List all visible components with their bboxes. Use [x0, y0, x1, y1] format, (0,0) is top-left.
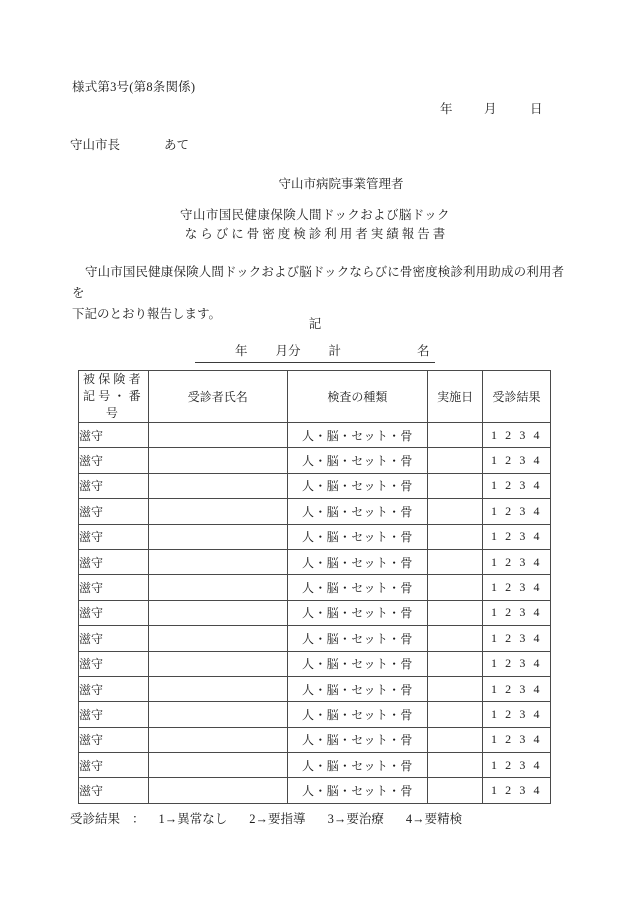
cell-insured-id[interactable]: 滋守 [79, 423, 149, 448]
cell-exam-type[interactable]: 人・脳・セット・骨 [287, 727, 428, 752]
cell-result[interactable]: 1 2 3 4 [483, 524, 551, 549]
table-row [79, 702, 551, 727]
cell-exam-type[interactable]: 人・脳・セット・骨 [287, 626, 428, 651]
cell-exam-date[interactable] [428, 651, 483, 676]
cell-exam-date[interactable] [428, 727, 483, 752]
cell-result[interactable]: 1 2 3 4 [483, 651, 551, 676]
issuer-line: 守山市病院事業管理者 [278, 177, 404, 191]
column-header-insured-id-line1: 被保険者 [83, 372, 144, 386]
cell-exam-type[interactable]: 人・脳・セット・骨 [287, 549, 428, 574]
table-row [79, 676, 551, 701]
cell-result[interactable]: 1 2 3 4 [483, 423, 551, 448]
cell-patient-name[interactable] [148, 702, 287, 727]
table-row [79, 727, 551, 752]
body-paragraph-line2: 下記のとおり報告します。 [72, 307, 222, 321]
cell-insured-id[interactable]: 滋守 [79, 727, 149, 752]
table-row [79, 626, 551, 651]
cell-result[interactable]: 1 2 3 4 [483, 473, 551, 498]
cell-patient-name[interactable] [148, 473, 287, 498]
cell-insured-id[interactable]: 滋守 [79, 778, 149, 803]
cell-patient-name[interactable] [148, 626, 287, 651]
totals-line [195, 341, 435, 363]
cell-insured-id[interactable]: 滋守 [79, 499, 149, 524]
cell-insured-id[interactable]: 滋守 [79, 626, 149, 651]
cell-exam-date[interactable] [428, 600, 483, 625]
column-header-exam-type: 検査の種類 [287, 371, 428, 423]
ki-marker: 記 [308, 317, 322, 331]
cell-exam-type[interactable]: 人・脳・セット・骨 [287, 676, 428, 701]
cell-insured-id[interactable]: 滋守 [79, 651, 149, 676]
cell-insured-id[interactable]: 滋守 [79, 600, 149, 625]
table-row [79, 778, 551, 803]
cell-result[interactable]: 1 2 3 4 [483, 753, 551, 778]
cell-exam-date[interactable] [428, 676, 483, 701]
date-year-label: 年 [440, 102, 453, 116]
table-row [79, 448, 551, 473]
cell-insured-id[interactable]: 滋守 [79, 473, 149, 498]
cell-result[interactable]: 1 2 3 4 [483, 600, 551, 625]
cell-patient-name[interactable] [148, 423, 287, 448]
cell-result[interactable]: 1 2 3 4 [483, 676, 551, 701]
cell-patient-name[interactable] [148, 651, 287, 676]
table-row [79, 473, 551, 498]
table-row [79, 651, 551, 676]
cell-result[interactable]: 1 2 3 4 [483, 549, 551, 574]
cell-exam-type[interactable]: 人・脳・セット・骨 [287, 473, 428, 498]
cell-exam-date[interactable] [428, 524, 483, 549]
totals-total-label: 計 [328, 344, 342, 358]
cell-exam-type[interactable]: 人・脳・セット・骨 [287, 651, 428, 676]
cell-exam-type[interactable]: 人・脳・セット・骨 [287, 702, 428, 727]
date-day-label: 日 [530, 102, 543, 116]
cell-result[interactable]: 1 2 3 4 [483, 778, 551, 803]
cell-exam-date[interactable] [428, 448, 483, 473]
table-row [79, 423, 551, 448]
cell-patient-name[interactable] [148, 524, 287, 549]
result-legend-label: 受診結果 [70, 812, 121, 826]
cell-patient-name[interactable] [148, 549, 287, 574]
result-legend-item-2: 2→要指導 [249, 812, 306, 826]
cell-exam-date[interactable] [428, 626, 483, 651]
cell-patient-name[interactable] [148, 778, 287, 803]
cell-exam-type[interactable]: 人・脳・セット・骨 [287, 448, 428, 473]
totals-month-label: 月分 [275, 344, 301, 358]
column-header-insured-id [79, 371, 149, 423]
column-header-result: 受診結果 [483, 371, 551, 423]
table-header-row [79, 371, 551, 423]
cell-exam-type[interactable]: 人・脳・セット・骨 [287, 778, 428, 803]
cell-patient-name[interactable] [148, 727, 287, 752]
cell-insured-id[interactable]: 滋守 [79, 676, 149, 701]
document-title-line2: ならびに骨密度検診利用者実績報告書 [184, 227, 449, 241]
cell-insured-id[interactable]: 滋守 [79, 702, 149, 727]
table-row [79, 575, 551, 600]
cell-exam-type[interactable]: 人・脳・セット・骨 [287, 423, 428, 448]
report-table [78, 370, 551, 804]
totals-year-label: 年 [235, 344, 248, 358]
cell-exam-type[interactable]: 人・脳・セット・骨 [287, 499, 428, 524]
cell-exam-date[interactable] [428, 499, 483, 524]
cell-exam-type[interactable]: 人・脳・セット・骨 [287, 524, 428, 549]
cell-exam-date[interactable] [428, 702, 483, 727]
cell-result[interactable]: 1 2 3 4 [483, 575, 551, 600]
table-row [79, 549, 551, 574]
form-number: 様式第3号(第8条関係) [72, 80, 196, 94]
cell-insured-id[interactable]: 滋守 [79, 549, 149, 574]
table-row [79, 524, 551, 549]
cell-exam-type[interactable]: 人・脳・セット・骨 [287, 575, 428, 600]
cell-exam-date[interactable] [428, 423, 483, 448]
cell-exam-date[interactable] [428, 753, 483, 778]
column-header-insured-id-line2: 記号・番号 [83, 389, 144, 420]
cell-result[interactable]: 1 2 3 4 [483, 499, 551, 524]
table-row [79, 600, 551, 625]
cell-exam-type[interactable]: 人・脳・セット・骨 [287, 753, 428, 778]
cell-insured-id[interactable]: 滋守 [79, 448, 149, 473]
document-title-line1: 守山市国民健康保険人間ドックおよび脳ドック [180, 208, 450, 222]
cell-insured-id[interactable]: 滋守 [79, 524, 149, 549]
cell-result[interactable]: 1 2 3 4 [483, 626, 551, 651]
cell-patient-name[interactable] [148, 575, 287, 600]
cell-exam-date[interactable] [428, 473, 483, 498]
document-title [0, 206, 630, 244]
cell-result[interactable]: 1 2 3 4 [483, 448, 551, 473]
table-row [79, 753, 551, 778]
totals-counter-label: 名 [417, 344, 430, 358]
cell-patient-name[interactable] [148, 676, 287, 701]
addressee-name: 守山市長 [70, 138, 121, 152]
cell-exam-date[interactable] [428, 575, 483, 600]
addressee-suffix: あて [164, 138, 190, 152]
table-body [79, 423, 551, 804]
result-legend [70, 809, 462, 827]
addressee-line [70, 135, 189, 153]
table-row [79, 499, 551, 524]
table-header [79, 371, 551, 423]
date-month-label: 月 [484, 102, 497, 116]
date-line [440, 99, 550, 117]
cell-patient-name[interactable] [148, 499, 287, 524]
cell-insured-id[interactable]: 滋守 [79, 753, 149, 778]
column-header-exam-date: 実施日 [428, 371, 483, 423]
column-header-patient-name: 受診者氏名 [148, 371, 287, 423]
cell-result[interactable]: 1 2 3 4 [483, 702, 551, 727]
cell-exam-date[interactable] [428, 549, 483, 574]
result-legend-item-4: 4→要精検 [405, 812, 463, 826]
cell-result[interactable]: 1 2 3 4 [483, 727, 551, 752]
cell-patient-name[interactable] [148, 448, 287, 473]
cell-exam-date[interactable] [428, 778, 483, 803]
cell-patient-name[interactable] [148, 753, 287, 778]
result-legend-item-1: 1→異常なし [158, 812, 228, 826]
cell-patient-name[interactable] [148, 600, 287, 625]
result-legend-item-3: 3→要治療 [327, 812, 384, 826]
cell-insured-id[interactable]: 滋守 [79, 575, 149, 600]
body-paragraph-line1: 守山市国民健康保険人間ドックおよび脳ドックならびに骨密度検診利用助成の利用者を [72, 265, 564, 300]
cell-exam-type[interactable]: 人・脳・セット・骨 [287, 600, 428, 625]
result-legend-colon: ： [132, 812, 145, 826]
